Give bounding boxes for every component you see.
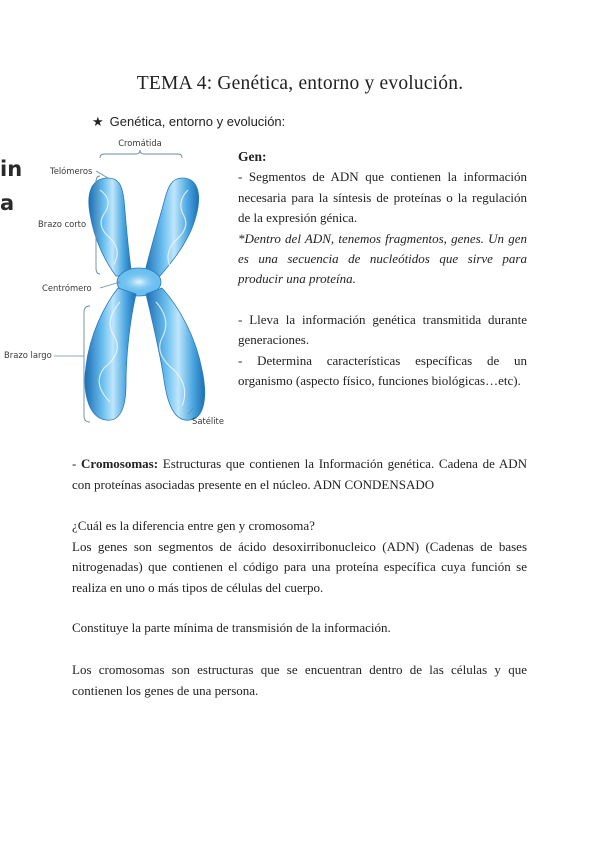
chromosomes-def-text: Los cromosomas son estructuras que se encuentran dentro de las células y que contienen los genes de una persona.: [72, 662, 527, 698]
cromosomas-prefix: -: [72, 456, 82, 471]
question-block: [72, 516, 527, 598]
chromosomes-definition: [72, 660, 527, 701]
chromatid-lower-right: [146, 288, 205, 420]
chromosome-figure: [0, 130, 232, 430]
page-title: TEMA 4: Genética, entorno y evolución.: [136, 73, 464, 94]
bullet-text: Genética, entorno y evolución:: [109, 114, 286, 129]
minimal-paragraph: [72, 618, 527, 639]
minimal-text: Constituye la parte mínima de transmisión de la información.: [72, 620, 391, 635]
gen-section: [238, 147, 527, 391]
question-heading: ¿Cuál es la diferencia entre gen y cromosoma?: [72, 518, 315, 533]
label-cromatida: Cromátida: [118, 138, 162, 148]
cromosomas-text: Estructuras que contienen la Información genética. Cadena de ADN con proteínas asociadas presente en el núcleo. ADN CONDENSADO: [72, 456, 527, 492]
gen-heading: Gen:: [238, 149, 267, 164]
label-telomeros: Telómeros: [50, 166, 93, 176]
label-centromero: Centrómero: [42, 283, 92, 293]
gen-point-2: - Lleva la información genética transmitida durante generaciones.: [238, 311, 527, 348]
chromatid-bracket: [100, 150, 182, 158]
gen-point-3: - Determina características específicas de un organismo (aspecto físico, funciones biológicas…etc).: [238, 352, 527, 389]
label-brazo-largo: Brazo largo: [4, 350, 52, 360]
cromosomas-paragraph: [72, 454, 527, 495]
label-satelite: Satélite: [192, 416, 224, 426]
chromatid-lower-left: [85, 288, 136, 420]
question-answer: Los genes son segmentos de ácido desoxirribonucleico (ADN) (Cadenas de bases nitrogenadas) que contienen el código para una proteína específica cuya función se realiza en uno o más tipos de células del cuerpo.: [72, 538, 527, 595]
cromosomas-term: Cromosomas:: [81, 456, 159, 471]
section-bullet: [92, 114, 285, 130]
label-brazo-corto: Brazo corto: [38, 219, 87, 229]
gen-note: *Dentro del ADN, tenemos fragmentos, genes. Un gen es una secuencia de nucleótidos que sirve para producir una proteína.: [238, 230, 527, 287]
gen-point-1: - Segmentos de ADN que contienen la información necesaria para la síntesis de proteínas o la regulación de la expresión génica.: [238, 169, 527, 226]
star-icon: ★: [92, 114, 104, 129]
chromosome-diagram: [0, 130, 232, 430]
chromatid-upper-right: [144, 178, 199, 276]
cropped-line-1: in: [0, 157, 23, 181]
cropped-line-2: a: [0, 191, 15, 215]
chromatid-upper-left: [89, 178, 132, 276]
